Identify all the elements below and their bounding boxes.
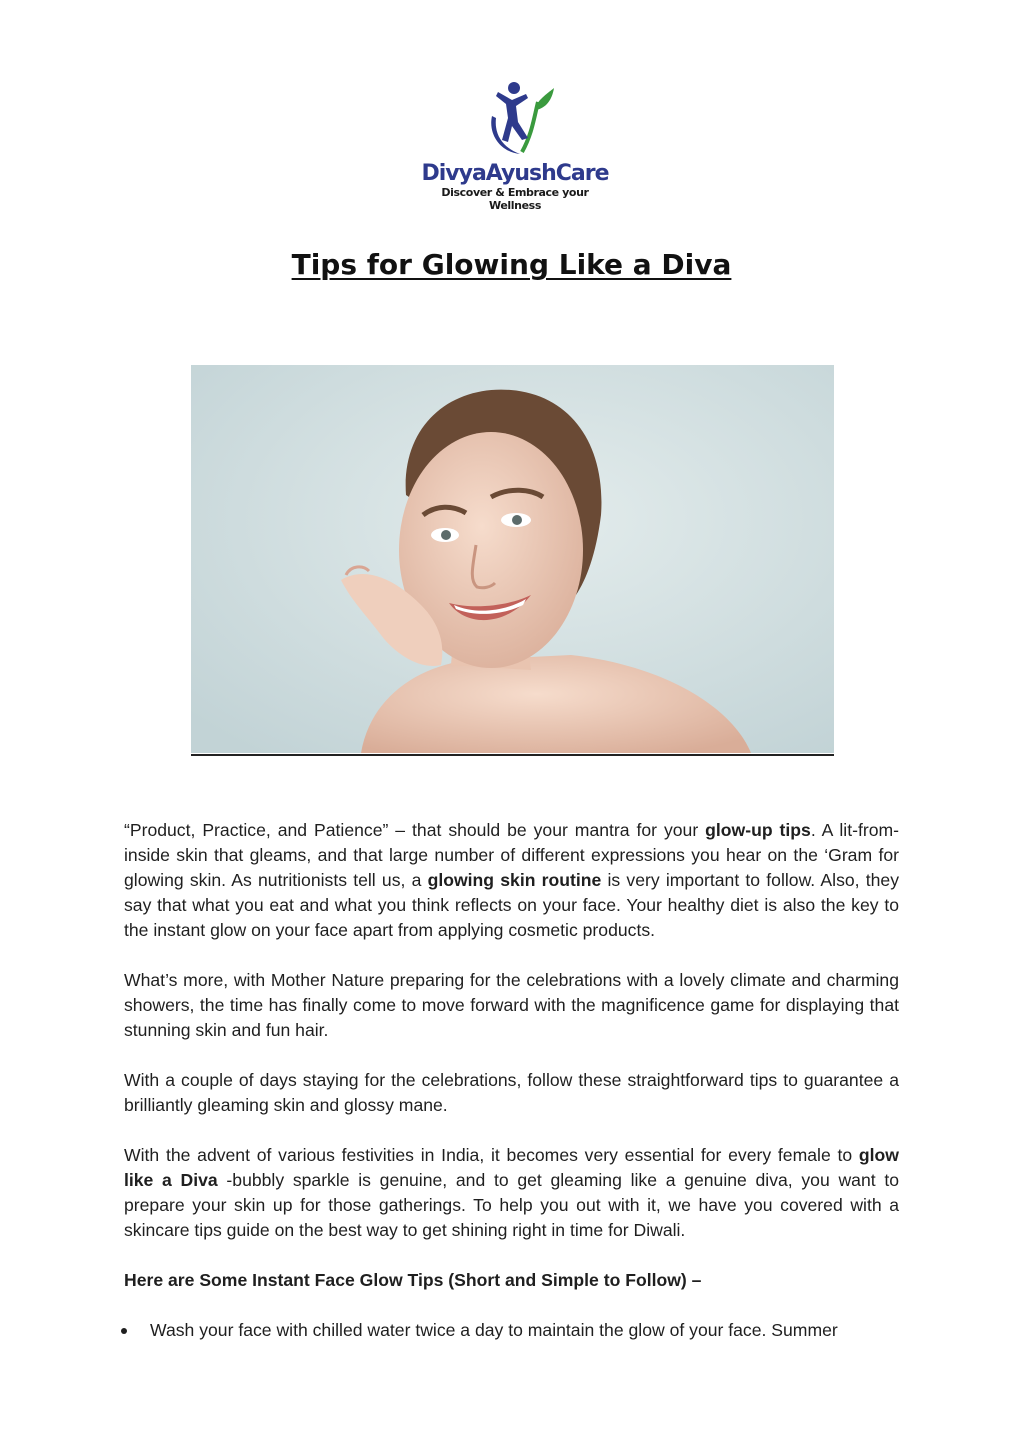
paragraph-text: -bubbly sparkle is genuine, and to get gleaming like a genuine diva, you want to prepare your skin up for those gatherings. To help you out with it, we have you covered with a skincare tips guide on the best way to get shining right in time for Diwali. (124, 1170, 899, 1240)
person-with-leaf-logo-icon (478, 78, 554, 158)
paragraph-text: . A lit-from-inside skin that gleams, and that large number of different expressions you hear on the ‘Gram for glowing skin. As nutritionists tell us, a (124, 820, 899, 890)
glowing-skin-routine-link-text: glowing skin routine (427, 870, 602, 890)
smiling-woman-photo-icon (191, 365, 834, 753)
list-item-text: Wash your face with chilled water twice a day to maintain the glow of your face. Summer (150, 1320, 838, 1340)
paragraph-festivities (124, 1143, 899, 1243)
hero-image (191, 365, 834, 753)
page-title-text: Tips for Glowing Like a Diva (291, 248, 732, 281)
paragraph-celebrations: With a couple of days staying for the celebrations, follow these straightforward tips to guarantee a brilliantly gleaming skin and glossy mane. (124, 1070, 899, 1115)
glow-up-tips-link-text: glow-up tips (705, 820, 811, 840)
page-title (0, 248, 1023, 281)
list-item (124, 1318, 899, 1343)
glow-like-a-diva-link-text: glow like a Diva (124, 1145, 899, 1190)
paragraph-text: With the advent of various festivities in India, it becomes very essential for every female to (124, 1145, 859, 1165)
paragraph-mother-nature: What’s more, with Mother Nature preparing for the celebrations with a lovely climate and charming showers, the time has finally come to move forward with the magnificence game for displaying that stunning skin and fun hair. (124, 970, 899, 1040)
brand-tagline: Discover & Embrace your Wellness (441, 186, 589, 212)
brand-name: DivyaAyushCare (421, 161, 609, 186)
tips-list (124, 1318, 899, 1343)
paragraph-text: “Product, Practice, and Patience” – that should be your mantra for your (124, 820, 706, 840)
tips-subheading: Here are Some Instant Face Glow Tips (Short and Simple to Follow) – (124, 1270, 702, 1290)
image-divider (191, 754, 834, 756)
paragraph-text: is very important to follow. Also, they say that what you eat and what you think reflects on your face. Your healthy diet is also the key to the instant glow on your face apart from applying cosmetic products. (124, 870, 900, 940)
article-body (124, 818, 899, 1343)
brand-logo (420, 78, 610, 212)
paragraph-intro (124, 818, 899, 943)
bullet-icon (121, 1328, 127, 1334)
